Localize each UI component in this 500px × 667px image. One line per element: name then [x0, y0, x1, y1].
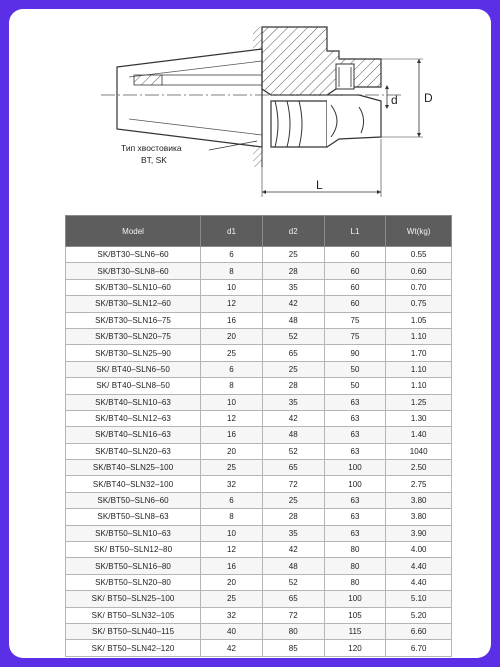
value-cell: 25: [262, 247, 324, 263]
value-cell: 65: [262, 591, 324, 607]
value-cell: 6.60: [386, 623, 452, 639]
value-cell: 115: [324, 623, 386, 639]
table-row: [66, 247, 452, 263]
value-cell: 40: [201, 623, 263, 639]
value-cell: 42: [262, 296, 324, 312]
value-cell: 10: [201, 525, 263, 541]
value-cell: 20: [201, 574, 263, 590]
value-cell: 48: [262, 558, 324, 574]
model-cell: SK/BT30–SLN6–60: [66, 247, 201, 263]
model-cell: SK/BT50–SLN10–63: [66, 525, 201, 541]
model-cell: SK/ BT50–SLN12–80: [66, 542, 201, 558]
column-header: L1: [324, 216, 386, 247]
value-cell: 2.50: [386, 460, 452, 476]
value-cell: 63: [324, 394, 386, 410]
model-cell: SK/ BT50–SLN40–115: [66, 623, 201, 639]
value-cell: 48: [262, 312, 324, 328]
value-cell: 35: [262, 525, 324, 541]
value-cell: 60: [324, 247, 386, 263]
value-cell: 90: [324, 345, 386, 361]
value-cell: 0.75: [386, 296, 452, 312]
value-cell: 3.90: [386, 525, 452, 541]
value-cell: 63: [324, 410, 386, 426]
table-row: [66, 509, 452, 525]
dim-L-label: L: [316, 178, 323, 192]
value-cell: 20: [201, 443, 263, 459]
table-row: [66, 279, 452, 295]
value-cell: 65: [262, 460, 324, 476]
value-cell: 12: [201, 410, 263, 426]
table-row: [66, 410, 452, 426]
table-row: [66, 443, 452, 459]
table-row: [66, 492, 452, 508]
model-cell: SK/BT30–SLN12–60: [66, 296, 201, 312]
shank-type-label: Тип хвостовика: [121, 143, 182, 153]
model-cell: SK/BT40–SLN25–100: [66, 460, 201, 476]
value-cell: 4.40: [386, 574, 452, 590]
model-cell: SK/BT40–SLN10–63: [66, 394, 201, 410]
value-cell: 1.10: [386, 361, 452, 377]
value-cell: 1.10: [386, 328, 452, 344]
value-cell: 48: [262, 427, 324, 443]
value-cell: 63: [324, 525, 386, 541]
value-cell: 50: [324, 378, 386, 394]
value-cell: 0.70: [386, 279, 452, 295]
value-cell: 63: [324, 443, 386, 459]
model-cell: SK/BT40–SLN32–100: [66, 476, 201, 492]
value-cell: 6: [201, 492, 263, 508]
value-cell: 63: [324, 509, 386, 525]
value-cell: 35: [262, 394, 324, 410]
value-cell: 4.40: [386, 558, 452, 574]
value-cell: 16: [201, 558, 263, 574]
value-cell: 100: [324, 460, 386, 476]
value-cell: 16: [201, 312, 263, 328]
value-cell: 0.60: [386, 263, 452, 279]
model-cell: SK/BT40–SLN12–63: [66, 410, 201, 426]
value-cell: 5.10: [386, 591, 452, 607]
model-cell: SK/BT30–SLN8–60: [66, 263, 201, 279]
value-cell: 50: [324, 361, 386, 377]
model-cell: SK/ BT50–SLN32–105: [66, 607, 201, 623]
value-cell: 10: [201, 279, 263, 295]
value-cell: 8: [201, 509, 263, 525]
table-row: [66, 558, 452, 574]
value-cell: 25: [201, 591, 263, 607]
model-cell: SK/BT50–SLN6–60: [66, 492, 201, 508]
value-cell: 32: [201, 476, 263, 492]
spec-table: [65, 215, 452, 657]
value-cell: 28: [262, 378, 324, 394]
spec-card: [9, 9, 491, 658]
value-cell: 105: [324, 607, 386, 623]
value-cell: 1.30: [386, 410, 452, 426]
value-cell: 6.70: [386, 640, 452, 656]
model-cell: SK/BT50–SLN8–63: [66, 509, 201, 525]
model-cell: SK/ BT50–SLN42–120: [66, 640, 201, 656]
value-cell: 65: [262, 345, 324, 361]
flange-section: [262, 27, 381, 95]
table-row: [66, 542, 452, 558]
value-cell: 1.70: [386, 345, 452, 361]
value-cell: 8: [201, 378, 263, 394]
model-cell: SK/BT30–SLN10–60: [66, 279, 201, 295]
table-row: [66, 574, 452, 590]
value-cell: 1.25: [386, 394, 452, 410]
value-cell: 85: [262, 640, 324, 656]
table-row: [66, 328, 452, 344]
value-cell: 6: [201, 247, 263, 263]
value-cell: 25: [262, 361, 324, 377]
table-row: [66, 394, 452, 410]
value-cell: 75: [324, 312, 386, 328]
value-cell: 28: [262, 263, 324, 279]
table-row: [66, 263, 452, 279]
table-row: [66, 427, 452, 443]
table-row: [66, 378, 452, 394]
value-cell: 72: [262, 607, 324, 623]
model-cell: SK/BT30–SLN25–90: [66, 345, 201, 361]
model-cell: SK/BT50–SLN16–80: [66, 558, 201, 574]
dim-D-label: D: [424, 91, 433, 105]
value-cell: 80: [324, 542, 386, 558]
value-cell: 4.00: [386, 542, 452, 558]
column-header: d1: [201, 216, 263, 247]
value-cell: 25: [201, 460, 263, 476]
value-cell: 52: [262, 328, 324, 344]
table-header-row: [66, 216, 452, 247]
value-cell: 16: [201, 427, 263, 443]
model-cell: SK/BT30–SLN20–75: [66, 328, 201, 344]
tool-holder-drawing: [9, 9, 491, 209]
table-row: [66, 312, 452, 328]
value-cell: 20: [201, 328, 263, 344]
column-header: d2: [262, 216, 324, 247]
value-cell: 28: [262, 509, 324, 525]
model-cell: SK/BT30–SLN16–75: [66, 312, 201, 328]
value-cell: 100: [324, 476, 386, 492]
value-cell: 60: [324, 296, 386, 312]
value-cell: 3.80: [386, 492, 452, 508]
value-cell: 72: [262, 476, 324, 492]
value-cell: 0.55: [386, 247, 452, 263]
value-cell: 25: [262, 492, 324, 508]
value-cell: 52: [262, 574, 324, 590]
value-cell: 12: [201, 542, 263, 558]
value-cell: 100: [324, 591, 386, 607]
model-cell: SK/ BT40–SLN8–50: [66, 378, 201, 394]
value-cell: 8: [201, 263, 263, 279]
value-cell: 1.05: [386, 312, 452, 328]
value-cell: 10: [201, 394, 263, 410]
value-cell: 5.20: [386, 607, 452, 623]
model-cell: SK/BT40–SLN20–63: [66, 443, 201, 459]
value-cell: 80: [324, 558, 386, 574]
value-cell: 2.75: [386, 476, 452, 492]
column-header: Wt(kg): [386, 216, 452, 247]
value-cell: 80: [324, 574, 386, 590]
shank-type-value: BT, SK: [141, 155, 167, 165]
table-row: [66, 640, 452, 656]
value-cell: 1.40: [386, 427, 452, 443]
value-cell: 80: [262, 623, 324, 639]
table-row: [66, 591, 452, 607]
value-cell: 3.80: [386, 509, 452, 525]
value-cell: 63: [324, 492, 386, 508]
value-cell: 12: [201, 296, 263, 312]
column-header: Model: [66, 216, 201, 247]
table-row: [66, 361, 452, 377]
value-cell: 52: [262, 443, 324, 459]
value-cell: 1.10: [386, 378, 452, 394]
value-cell: 32: [201, 607, 263, 623]
value-cell: 35: [262, 279, 324, 295]
value-cell: 42: [262, 542, 324, 558]
value-cell: 25: [201, 345, 263, 361]
model-cell: SK/BT40–SLN16–63: [66, 427, 201, 443]
table-row: [66, 476, 452, 492]
table-row: [66, 296, 452, 312]
value-cell: 1040: [386, 443, 452, 459]
table-row: [66, 623, 452, 639]
dim-d-label: d: [391, 93, 398, 107]
table-row: [66, 345, 452, 361]
value-cell: 42: [201, 640, 263, 656]
value-cell: 60: [324, 279, 386, 295]
value-cell: 75: [324, 328, 386, 344]
value-cell: 6: [201, 361, 263, 377]
model-cell: SK/ BT40–SLN6–50: [66, 361, 201, 377]
value-cell: 42: [262, 410, 324, 426]
value-cell: 63: [324, 427, 386, 443]
value-cell: 120: [324, 640, 386, 656]
table-row: [66, 607, 452, 623]
value-cell: 60: [324, 263, 386, 279]
table-row: [66, 525, 452, 541]
table-body: [66, 247, 452, 657]
table-row: [66, 460, 452, 476]
model-cell: SK/BT50–SLN20–80: [66, 574, 201, 590]
model-cell: SK/ BT50–SLN25–100: [66, 591, 201, 607]
